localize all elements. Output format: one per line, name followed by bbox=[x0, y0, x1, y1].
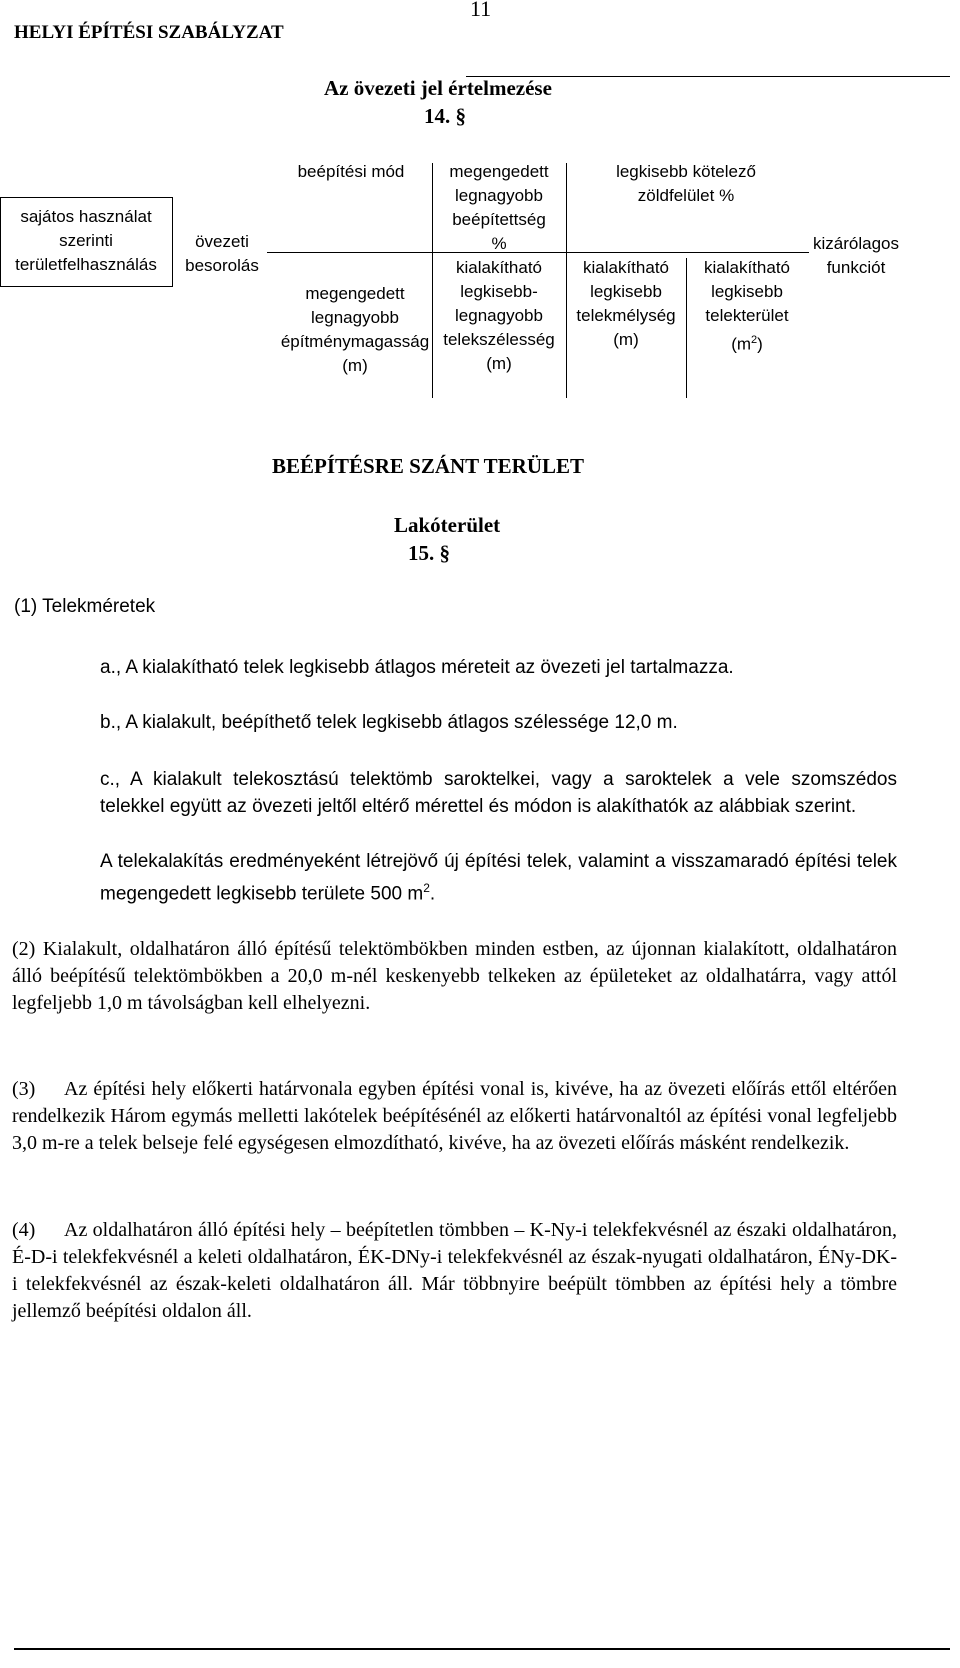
diagram-depth-label: kialakítható legkisebb telekmélység (m) bbox=[576, 258, 676, 349]
diagram-left-box-top bbox=[0, 197, 173, 198]
diagram-exclusive-function-label: kizárólagos funkciót bbox=[813, 234, 899, 277]
paragraph-4: Az oldalhatáron álló építési hely – beépítetlen tömbben – K-Ny-i telekfekvésnél az északi oldalhatáron, É-D-i telekfekvésnél a keleti oldalhatáron, ÉK-DNy-i telekfekvésnél az észak-nyugati oldalhatáron, ÉNy-DK-i telekfekvésnél az észak-keleti oldalhatáron áll. Már többnyire beépült tömbben az építési hely a tömbre jellemző beépítési oldalon áll. bbox=[12, 1219, 897, 1322]
paragraph-3-label: (3) bbox=[12, 1078, 36, 1100]
zone-section-number: 15. § bbox=[408, 541, 450, 565]
page-number: 11 bbox=[470, 0, 492, 21]
diagram-coverage-label: megengedett legnagyobb beépítettség % bbox=[449, 162, 549, 253]
paragraph-1-title: (1) Telekméretek bbox=[14, 596, 156, 617]
paragraph-4-label: (4) bbox=[12, 1219, 36, 1241]
paragraph-1-c-label: c., bbox=[100, 769, 121, 790]
diagram-left-box-bottom bbox=[0, 286, 173, 287]
zone-symbol-diagram bbox=[0, 0, 960, 400]
paragraph-1-c: A kialakult telekosztású telektömb saroktelkei, vagy a saroktelek a vele szomszédos telekkel együtt az övezeti jeltől eltérő mérettel és módon is alakíthatók az alábbiak szerint. bbox=[100, 769, 897, 817]
section-title: Az övezeti jel értelmezése bbox=[324, 76, 552, 100]
diagram-land-use-label: sajátos használat szerinti területfelhasználás bbox=[15, 207, 157, 274]
paragraph-1-c-continuation: A telekalakítás eredményeként létrejövő új építési telek, valamint a visszamaradó építési telek megengedett legkisebb területe 500 $m^2$. bbox=[100, 851, 897, 905]
diagram-height-label: megengedett legnagyobb építménymagasság (m) bbox=[280, 284, 430, 375]
paragraph-3: Az építési hely előkerti határvonala egyben építési vonal is, kivéve, ha az övezeti előírás ettől eltérően rendelkezik Három egymás melletti lakótelek beépítésénél az előkerti határvonaltól az építési vonal legfeljebb 3,0 m-re a telek belseje felé egységesen elmozdítható, kivéve, ha az övezeti előírás másként rendelkezik. bbox=[12, 1078, 897, 1154]
paragraph-2: (2) Kialakult, oldalhatáron álló építésű telektömbökben minden estben, az újonnan kialakított, oldalhatáron álló beépítésű telektömbökben a 20,0 m-nél keskenyebb telkeken az épületeket az oldalhatárra, vagy attól legfeljebb 1,0 m távolságban kell elhelyezni. bbox=[12, 938, 897, 1014]
zone-title: BEÉPÍTÉSRE SZÁNT TERÜLET bbox=[272, 454, 585, 478]
zone-subtitle: Lakóterület bbox=[394, 513, 501, 537]
section-number: 14. § bbox=[424, 104, 466, 128]
diagram-green-area-label: legkisebb kötelező zöldfelület % bbox=[616, 162, 756, 205]
diagram-area-label: kialakítható legkisebb telekterület $(m^2)$ bbox=[704, 258, 790, 354]
paragraph-1-b: b., A kialakult, beépíthető telek legkisebb átlagos szélessége 12,0 m. bbox=[100, 712, 678, 733]
diagram-building-mode-label: beépítési mód bbox=[297, 162, 405, 181]
diagram-width-label: kialakítható legkisebb- legnagyobb telekszélesség (m) bbox=[443, 258, 555, 373]
paragraph-1-a: a., A kialakítható telek legkisebb átlagos méreteit az övezeti jel tartalmazza. bbox=[100, 657, 734, 678]
diagram-zone-label: övezeti besorolás bbox=[185, 232, 259, 275]
footer-rule bbox=[14, 1648, 950, 1650]
document-title: HELYI ÉPÍTÉSI SZABÁLYZAT bbox=[14, 22, 284, 43]
